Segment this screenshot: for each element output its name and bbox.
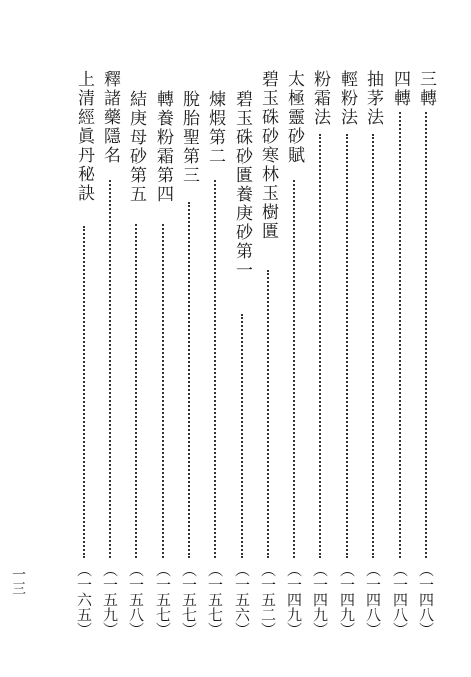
toc-entry-page: （一四八）: [417, 562, 435, 637]
toc-entry-title: 上清經眞丹秘訣: [74, 70, 94, 203]
toc-entry-page: （一四九）: [338, 562, 356, 637]
toc-entry-page: （一五七）: [180, 562, 198, 637]
page-number: 一三: [10, 567, 26, 595]
toc-entry: [73, 0, 95, 677]
toc-entry-page: （一五七）: [206, 562, 224, 637]
dot-leader: [399, 112, 401, 558]
toc-entry: [257, 0, 279, 677]
toc-entry-page: （一五八）: [127, 562, 145, 637]
toc-entry-title: 碧玉硃砂匱養庚砂第一: [232, 90, 252, 280]
toc-entry-page: （一五二）: [259, 562, 277, 637]
toc-entry: [125, 0, 147, 677]
dot-leader: [241, 314, 243, 558]
toc-entry: [204, 0, 226, 677]
toc-entry-title: 抽茅法: [363, 70, 383, 127]
dot-leader: [135, 224, 137, 558]
toc-entry-title: 粉霜法: [310, 70, 330, 127]
toc-entry-page: （一四八）: [391, 562, 409, 637]
dot-leader: [319, 134, 321, 558]
dot-leader: [188, 202, 190, 558]
toc-entry: [389, 0, 411, 677]
toc-entry-title: 結庚母砂第五: [126, 90, 146, 204]
toc-entry-title: 四轉: [390, 70, 410, 108]
dot-leader: [267, 270, 269, 558]
toc-entry-page: （一六五）: [75, 562, 93, 637]
toc-entry: [178, 0, 200, 677]
toc-entry-title: 煉煆第二: [205, 90, 225, 166]
toc-entry-title: 轉養粉霜第四: [153, 90, 173, 204]
toc-entry: [362, 0, 384, 677]
toc-entry-page: （一五六）: [233, 562, 251, 637]
dot-leader: [346, 134, 348, 558]
toc-entry-title: 輕粉法: [337, 70, 357, 127]
dot-leader: [425, 112, 427, 558]
toc-entry: [309, 0, 331, 677]
toc-entry-page: （一五七）: [154, 562, 172, 637]
toc-entry-title: 脫胎聖第三: [179, 90, 199, 185]
dot-leader: [162, 224, 164, 558]
toc-entry: [99, 0, 121, 677]
toc-entry: [231, 0, 253, 677]
toc-entry-title: 碧玉硃砂寒林玉樹匱: [258, 70, 278, 241]
toc-entry-page: （一四八）: [364, 562, 382, 637]
toc-entry-title: 太極靈砂賦: [284, 70, 304, 165]
toc-entry-page: （一四九）: [285, 562, 303, 637]
dot-leader: [293, 180, 295, 558]
toc-entry-title: 三轉: [416, 70, 436, 108]
toc-entry: [336, 0, 358, 677]
dot-leader: [109, 180, 111, 558]
toc-entry: [152, 0, 174, 677]
dot-leader: [214, 180, 216, 558]
dot-leader: [372, 134, 374, 558]
toc-entry-page: （一四九）: [311, 562, 329, 637]
toc-entry-title: 釋諸藥隱名: [100, 70, 120, 165]
toc-entry: [283, 0, 305, 677]
toc-entry-page: （一五九）: [101, 562, 119, 637]
dot-leader: [83, 226, 85, 558]
toc-entry: [415, 0, 437, 677]
